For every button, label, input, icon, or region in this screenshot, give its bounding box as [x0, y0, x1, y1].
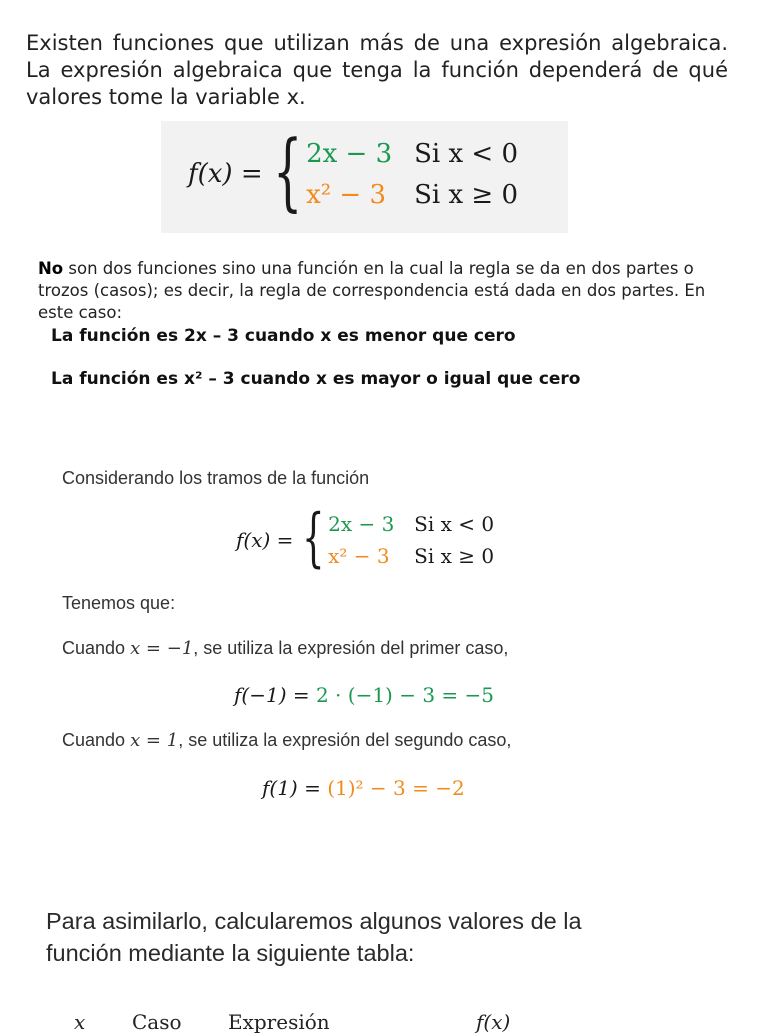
case2-sentence: [62, 730, 511, 751]
case-row-1: [306, 133, 518, 174]
piecewise-function-small: [236, 501, 495, 575]
rule-line-2: La función es x² – 3 cuando x es mayor o igual que cero: [51, 369, 581, 389]
case1-equation-lhs: f(−1) =: [234, 683, 316, 707]
piecewise-function: [188, 122, 518, 220]
function-lhs: f(x) =: [188, 159, 263, 189]
left-brace: {: [272, 122, 303, 220]
case1-sentence-math: x = −1: [130, 638, 194, 659]
case2-condition-small: Si x ≥ 0: [414, 544, 495, 568]
note-bold: No: [38, 259, 64, 278]
case2-equation-rhs: (1)² − 3 = −2: [327, 776, 465, 800]
asimilar-paragraph: Para asimilarlo, calcularemos algunos valores de la función mediante la siguiente tabla:: [46, 908, 582, 966]
case2-sentence-post: , se utiliza la expresión del segundo caso,: [178, 730, 512, 750]
example-heading: Considerando los tramos de la función: [62, 468, 370, 488]
case-row-2: [306, 174, 518, 215]
case1-equation: [234, 683, 494, 707]
table-col-fx: f(x): [476, 1010, 511, 1034]
case1-expression-small: 2x − 3: [328, 512, 395, 536]
case2-sentence-math: x = 1: [130, 730, 179, 751]
piecewise-formula-box: [161, 121, 568, 233]
case1-condition-small: Si x < 0: [414, 512, 495, 536]
case2-equation: [262, 776, 465, 800]
case1-condition: Si x < 0: [414, 138, 518, 169]
case2-expression-small: x² − 3: [328, 544, 390, 568]
case1-sentence-post: , se utiliza la expresión del primer caso,: [193, 638, 509, 658]
case1-sentence-pre: Cuando: [62, 638, 131, 658]
left-brace-small: {: [302, 501, 325, 575]
case1-equation-rhs: 2 · (−1) − 3 = −5: [315, 683, 495, 707]
table-col-x: x: [74, 1010, 86, 1034]
table-col-caso: Caso: [132, 1010, 182, 1034]
note-text: son dos funciones sino una función en la cual la regla se da en dos partes o trozos (casos); es decir, la regla de correspondencia está dada en dos partes. En este caso:: [38, 259, 706, 322]
case-row-2-small: [328, 540, 494, 572]
case1-expression: 2x − 3: [306, 138, 393, 169]
case-row-1-small: [328, 508, 494, 540]
rule-line-1: La función es 2x – 3 cuando x es menor que cero: [51, 326, 516, 346]
function-lhs-small: f(x) =: [236, 528, 294, 552]
case1-sentence: [62, 638, 508, 659]
intro-paragraph: Existen funciones que utilizan más de una expresión algebraica. La expresión algebraica que tenga la función dependerá de qué valores tome la variable x.: [26, 31, 728, 109]
note-paragraph: [38, 258, 730, 323]
case2-equation-lhs: f(1) =: [262, 776, 328, 800]
table-col-expresion: Expresión: [228, 1010, 330, 1034]
case2-expression: x² − 3: [306, 179, 387, 210]
case2-condition: Si x ≥ 0: [414, 179, 518, 210]
case2-sentence-pre: Cuando: [62, 730, 131, 750]
tenemos-text: Tenemos que:: [62, 593, 176, 613]
